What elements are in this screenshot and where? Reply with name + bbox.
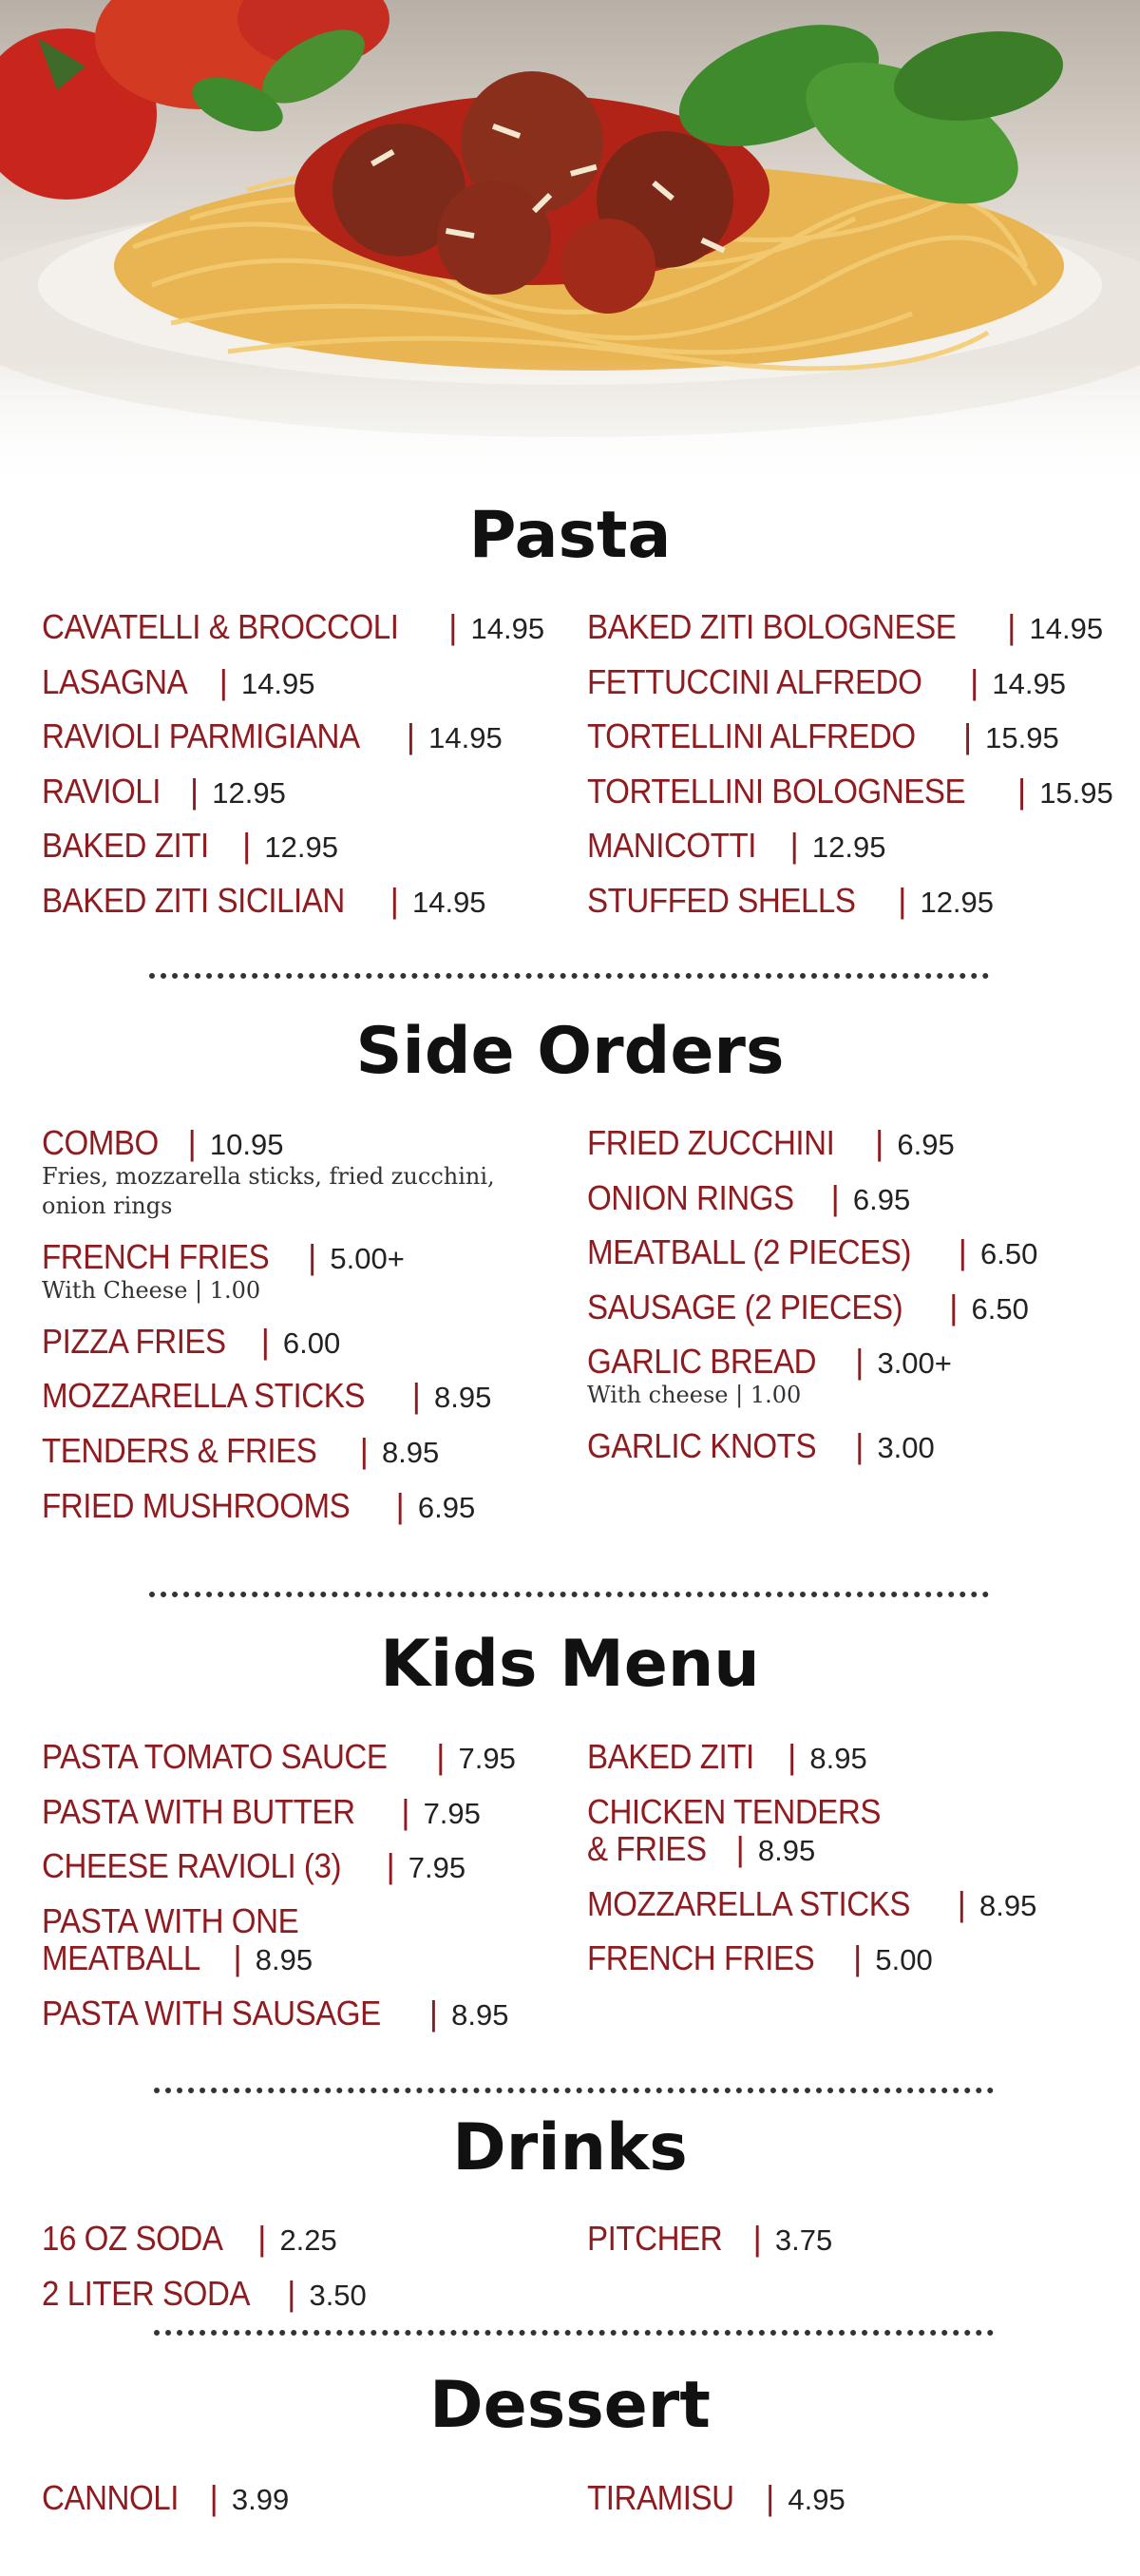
menu-item-name: LASAGNA <box>42 661 188 701</box>
dotted-divider <box>149 973 989 979</box>
menu-item-price: 7.95 <box>423 1796 481 1830</box>
menu-item-name: CHEESE RAVIOLI (3) <box>42 1846 342 1886</box>
menu-item-price: 5.00 <box>875 1943 933 1977</box>
menu-item <box>587 1233 1119 1271</box>
menu-item-name: MEATBALL <box>42 1938 200 1978</box>
menu-item <box>42 2275 574 2313</box>
menu-item <box>42 717 574 755</box>
menu-item-name: SAUSAGE (2 PIECES) <box>587 1287 903 1326</box>
menu-item-price: 6.95 <box>417 1490 476 1524</box>
menu-item-name: TIRAMISU <box>587 2478 734 2517</box>
menu-item-name: TORTELLINI ALFREDO <box>587 716 916 756</box>
price-separator: | <box>248 2219 267 2258</box>
menu-item-price: 14.95 <box>428 721 503 755</box>
price-separator: | <box>251 1321 270 1361</box>
spaghetti-illustration <box>0 0 1140 494</box>
menu-item-name: 16 OZ SODA <box>42 2219 223 2258</box>
price-separator: | <box>998 607 1016 646</box>
menu-item <box>587 1179 1119 1217</box>
menu-item-name: FRIED MUSHROOMS <box>42 1485 351 1525</box>
menu-item-price: 3.50 <box>309 2278 367 2312</box>
menu-item-name: MEATBALL (2 PIECES) <box>587 1232 911 1272</box>
menu-item-name: FETTUCCINI ALFREDO <box>587 661 922 701</box>
menu-item-name: PASTA WITH SAUSAGE <box>42 1993 381 2032</box>
price-separator: | <box>948 1232 967 1272</box>
price-separator: | <box>277 2273 296 2313</box>
menu-item <box>42 663 574 701</box>
menu-item <box>587 1124 1119 1162</box>
menu-item-name: PASTA WITH ONE <box>42 1900 299 1940</box>
price-separator: | <box>402 1376 421 1416</box>
menu-item-price: 15.95 <box>985 721 1059 755</box>
menu-item-price: 12.95 <box>264 830 338 865</box>
menu-item-name: GARLIC BREAD <box>587 1342 817 1382</box>
menu-item <box>587 1793 1119 1868</box>
price-separator: | <box>376 1846 395 1886</box>
section-title-drinks: Drinks <box>452 2110 688 2185</box>
menu-item-name: FRENCH FRIES <box>42 1236 270 1276</box>
menu-item-name: & FRIES <box>587 1829 707 1869</box>
section-title-dessert: Dessert <box>429 2368 711 2443</box>
menu-item <box>42 2220 574 2258</box>
menu-item <box>587 608 1119 646</box>
menu-item-name: COMBO <box>42 1123 159 1162</box>
menu-item-price: 3.75 <box>774 2223 833 2257</box>
pasta-left-column <box>42 608 574 937</box>
menu-item-name: PASTA WITH BUTTER <box>42 1791 355 1831</box>
price-separator: | <box>178 1123 197 1162</box>
menu-item-name: MANICOTTI <box>587 826 757 866</box>
price-separator: | <box>200 2478 218 2517</box>
price-separator: | <box>778 1737 797 1776</box>
menu-item-price: 6.00 <box>282 1326 341 1360</box>
menu-item-price: 8.95 <box>757 1834 816 1868</box>
price-separator: | <box>756 2478 775 2517</box>
menu-item-name: BAKED ZITI SICILIAN <box>42 880 345 920</box>
menu-item-name: MOZZARELLA STICKS <box>587 1883 911 1923</box>
price-separator: | <box>780 826 799 866</box>
menu-item-price: 14.95 <box>992 666 1066 700</box>
price-separator: | <box>233 826 252 866</box>
menu-item-note: Fries, mozzarella sticks, fried zucchini, onion rings <box>42 1162 495 1219</box>
price-separator: | <box>391 1791 410 1831</box>
menu-item-price: 2.25 <box>279 2223 337 2257</box>
menu-item-name: CANNOLI <box>42 2478 180 2517</box>
price-separator: | <box>380 880 399 920</box>
menu-item-price: 12.95 <box>920 885 995 919</box>
price-separator: | <box>743 2219 762 2258</box>
menu-item <box>42 1377 574 1415</box>
menu-item-price: 14.95 <box>470 612 545 645</box>
menu-item-name: STUFFED SHELLS <box>587 880 856 920</box>
price-separator: | <box>888 880 907 920</box>
menu-item-price: 10.95 <box>209 1128 284 1161</box>
menu-item-name: MOZZARELLA STICKS <box>42 1376 366 1416</box>
dotted-divider <box>149 1592 989 1597</box>
price-separator: | <box>821 1177 840 1217</box>
menu-item <box>587 717 1119 755</box>
menu-item <box>587 882 1119 920</box>
menu-item-price: 14.95 <box>240 666 315 700</box>
menu-item <box>42 827 574 865</box>
menu-item <box>587 1343 1119 1410</box>
menu-item <box>42 773 574 811</box>
price-separator: | <box>953 716 973 756</box>
pasta-right-column <box>587 608 1119 937</box>
menu-item-price: 12.95 <box>811 830 886 865</box>
menu-item-price: 14.95 <box>411 885 486 919</box>
menu-item <box>587 1939 1119 1977</box>
kids-right-column <box>587 1738 1119 1994</box>
menu-item-name: CHICKEN TENDERS <box>587 1791 882 1831</box>
menu-item-price: 6.50 <box>979 1237 1038 1271</box>
menu-item <box>42 1994 574 2032</box>
menu-item-price: 8.95 <box>255 1943 314 1977</box>
drinks-right-column <box>587 2220 1119 2275</box>
price-separator: | <box>1007 771 1027 811</box>
menu-item-name: TENDERS & FRIES <box>42 1430 317 1470</box>
menu-item-price: 5.00+ <box>330 1241 405 1275</box>
menu-item-name: PASTA TOMATO SAUCE <box>42 1737 388 1776</box>
menu-item <box>587 827 1119 865</box>
menu-item-price: 4.95 <box>788 2483 846 2516</box>
hero-image <box>0 0 1140 494</box>
price-separator: | <box>865 1123 884 1162</box>
menu-item <box>42 2479 574 2517</box>
menu-item <box>42 608 574 646</box>
menu-item <box>587 1288 1119 1326</box>
menu-item-name: RAVIOLI PARMIGIANA <box>42 716 360 756</box>
menu-item <box>587 773 1119 811</box>
price-separator: | <box>386 1485 405 1525</box>
dessert-right-column <box>587 2479 1119 2534</box>
menu-item-price: 3.00+ <box>877 1346 952 1381</box>
menu-item-price: 8.95 <box>809 1742 867 1775</box>
menu-item-note: With cheese | 1.00 <box>587 1381 802 1408</box>
price-separator: | <box>844 1938 863 1978</box>
price-separator: | <box>726 1829 745 1869</box>
menu-item <box>42 1238 574 1306</box>
menu-item <box>42 1847 574 1885</box>
menu-item-name: ONION RINGS <box>587 1177 794 1217</box>
menu-item <box>587 2479 1119 2517</box>
menu-item <box>587 663 1119 701</box>
section-title-kids-menu: Kids Menu <box>380 1627 760 1702</box>
menu-item <box>587 1738 1119 1776</box>
menu-item-name: PITCHER <box>587 2219 723 2258</box>
sides-right-column <box>587 1124 1119 1482</box>
price-separator: | <box>960 661 979 701</box>
menu-item-name: CAVATELLI & BROCCOLI <box>42 607 399 646</box>
price-separator: | <box>209 661 228 701</box>
menu-item-price: 7.95 <box>408 1851 466 1885</box>
menu-item-price: 6.50 <box>971 1291 1029 1326</box>
menu-item-price: 15.95 <box>1039 775 1113 810</box>
menu-item <box>42 882 574 920</box>
price-separator: | <box>846 1426 864 1466</box>
price-separator: | <box>223 1938 242 1978</box>
menu-item-name: TORTELLINI BOLOGNESE <box>587 771 966 811</box>
section-title-side-orders: Side Orders <box>355 1014 785 1089</box>
menu-item-price: 6.95 <box>897 1128 955 1161</box>
menu-item <box>587 2220 1119 2258</box>
menu-item <box>587 1427 1119 1465</box>
menu-item-price: 6.95 <box>852 1182 911 1216</box>
menu-item-name: BAKED ZITI <box>42 826 209 866</box>
menu-item-name: FRENCH FRIES <box>587 1938 815 1978</box>
dessert-left-column <box>42 2479 574 2534</box>
drinks-left-column <box>42 2220 574 2329</box>
menu-item-price: 8.95 <box>381 1435 440 1469</box>
menu-item-name: BAKED ZITI BOLOGNESE <box>587 607 957 646</box>
price-separator: | <box>350 1430 369 1470</box>
dotted-divider <box>154 2330 994 2336</box>
menu-item-price: 12.95 <box>212 775 286 810</box>
kids-left-column <box>42 1738 574 2050</box>
price-separator: | <box>846 1342 864 1382</box>
price-separator: | <box>298 1236 317 1276</box>
menu-item-price: 3.00 <box>877 1431 935 1465</box>
section-title-pasta: Pasta <box>468 498 672 573</box>
menu-item-name: RAVIOLI <box>42 771 162 811</box>
menu-item <box>42 1323 574 1361</box>
price-separator: | <box>180 771 200 811</box>
menu-item <box>42 1793 574 1831</box>
menu-item-name: GARLIC KNOTS <box>587 1426 817 1466</box>
menu-item-price: 8.95 <box>433 1381 492 1415</box>
menu-item <box>42 1432 574 1470</box>
menu-item-price: 8.95 <box>451 1997 509 2032</box>
menu-item-price: 3.99 <box>231 2483 290 2516</box>
menu-item-price: 7.95 <box>458 1742 516 1775</box>
menu-item-price: 14.95 <box>1029 612 1104 645</box>
price-separator: | <box>439 607 458 646</box>
menu-item <box>42 1902 574 1977</box>
menu-item <box>587 1885 1119 1923</box>
price-separator: | <box>419 1993 439 2032</box>
price-separator: | <box>427 1737 446 1776</box>
menu-item-name: 2 LITER SODA <box>42 2273 251 2313</box>
price-separator: | <box>947 1883 966 1923</box>
price-separator: | <box>396 716 416 756</box>
menu-item <box>42 1487 574 1525</box>
menu-item <box>42 1124 574 1221</box>
dotted-divider <box>154 2088 994 2093</box>
menu-item-note: With Cheese | 1.00 <box>42 1276 261 1304</box>
price-separator: | <box>940 1287 959 1326</box>
menu-item-name: FRIED ZUCCHINI <box>587 1123 835 1162</box>
menu-item <box>42 1738 574 1776</box>
sides-left-column <box>42 1124 574 1541</box>
menu-item-price: 8.95 <box>978 1888 1037 1922</box>
menu-item-name: PIZZA FRIES <box>42 1321 226 1361</box>
menu-item-name: BAKED ZITI <box>587 1737 754 1776</box>
